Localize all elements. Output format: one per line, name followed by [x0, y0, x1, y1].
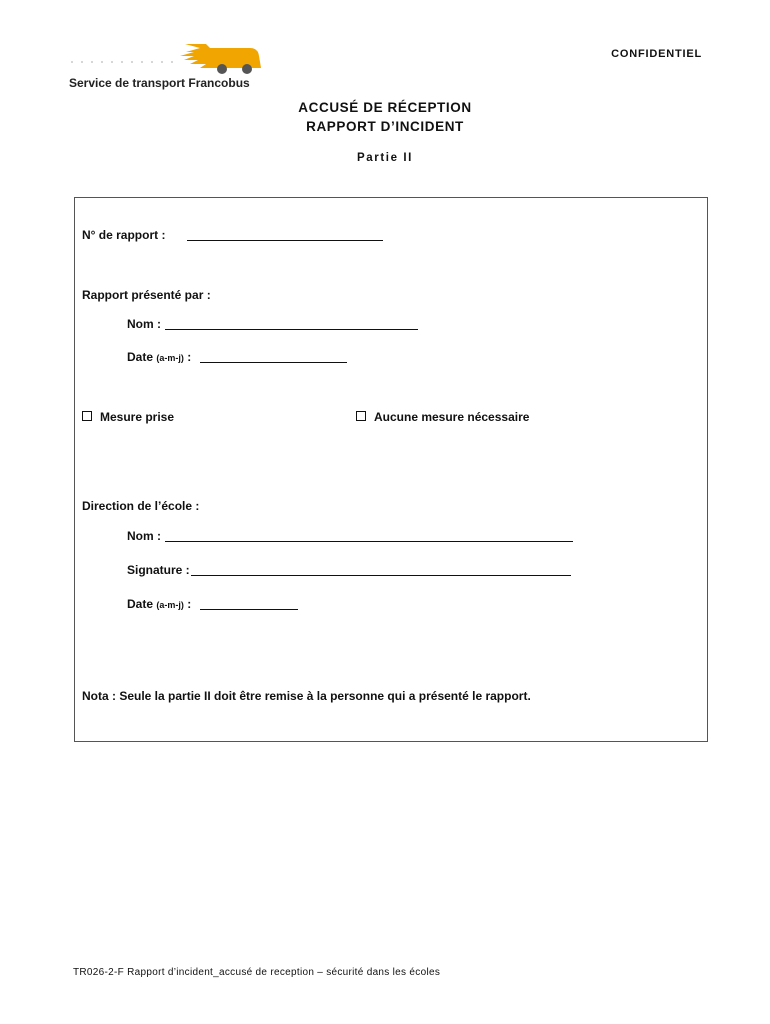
report-number-row: [82, 228, 165, 242]
checkbox-no-action-row[interactable]: [356, 410, 529, 424]
director-name-field[interactable]: [165, 530, 573, 542]
presenter-date-label: Date (a-m-j) :: [127, 350, 192, 364]
signature-field[interactable]: [191, 564, 571, 576]
logo-text: Service de transport Francobus: [69, 76, 250, 90]
signature-label: Signature :: [127, 563, 190, 577]
title-line-2: RAPPORT D’INCIDENT: [306, 119, 464, 134]
form-box: [74, 197, 708, 742]
director-name-label: Nom :: [127, 529, 161, 543]
title-line-1: ACCUSÉ DE RÉCEPTION: [298, 100, 472, 115]
presenter-name-field[interactable]: [165, 318, 418, 330]
checkbox-action-taken-row[interactable]: [82, 410, 174, 424]
checkbox-action-taken-label: Mesure prise: [100, 410, 175, 424]
confidential-label: CONFIDENTIEL: [611, 48, 702, 60]
checkbox-action-taken[interactable]: [82, 411, 92, 421]
presented-by-label: Rapport présenté par :: [82, 288, 211, 302]
bus-icon: [60, 38, 270, 78]
presenter-date-field[interactable]: [200, 351, 347, 363]
report-number-label: N° de rapport :: [82, 228, 166, 242]
presenter-name-label: Nom :: [127, 317, 161, 331]
report-number-field[interactable]: [187, 229, 383, 241]
checkbox-no-action[interactable]: [356, 411, 366, 421]
subtitle: Partie II: [357, 152, 413, 164]
footer-text: TR026-2-F Rapport d’incident_accusé de reception – sécurité dans les écoles: [73, 967, 441, 978]
checkbox-no-action-label: Aucune mesure nécessaire: [374, 410, 530, 424]
school-direction-label: Direction de l’école :: [82, 499, 200, 513]
note-text: Nota : Seule la partie II doit être remise à la personne qui a présenté le rapport.: [82, 689, 531, 703]
director-date-label: Date (a-m-j) :: [127, 597, 192, 611]
director-date-field[interactable]: [200, 598, 298, 610]
